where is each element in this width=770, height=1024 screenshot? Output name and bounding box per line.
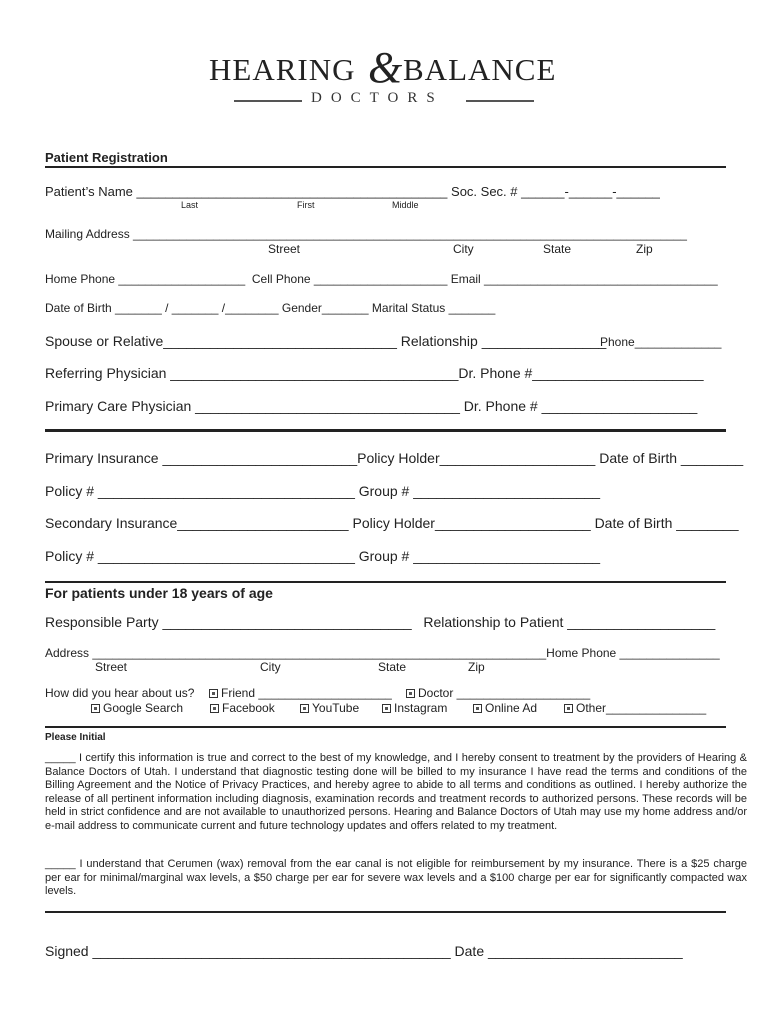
logo-rule-right: [466, 100, 534, 102]
option-online-ad[interactable]: [473, 701, 537, 715]
checkbox-icon[interactable]: [406, 689, 415, 698]
option-doctor-label: Doctor ____________________: [418, 686, 591, 700]
minors-section-title: For patients under 18 years of age: [45, 585, 273, 601]
patient-name-field[interactable]: Patient’s Name ___________________________________________ Soc. Sec. # ______-______-______: [45, 184, 660, 199]
mailing-address-field[interactable]: Mailing Address ___________________________________________________________________________________: [45, 227, 687, 241]
dob-gender-marital-fields[interactable]: Date of Birth _______ / _______ /________ Gender_______ Marital Status _______: [45, 301, 496, 315]
consent-paragraph: _____ I certify this information is true and correct to the best of my knowledge, and I hereby consent to treatment by the providers of Hearing & Balance Doctors of Utah. I understand that diagnostic testing done will be billed to my insurance I have read the terms and conditions of the Billing Agreement and the Notice of Privacy Practices, and hereby agree to abide to all terms and conditions as outlined. I hereby authorize the release of all pertinent information including diagnosis, examination records and treatment records to authorized persons. These records will be held in strict confidence and are not available to unauthorized persons. Hearing and Balance Doctors of Utah may use my home address and/or e-mail address to communicate current and future technology updates and offers related to my treatment.: [45, 752, 747, 832]
name-middle-label: Middle: [392, 200, 419, 210]
checkbox-icon[interactable]: [209, 689, 218, 698]
referring-physician-field[interactable]: Referring Physician _____________________________________Dr. Phone #______________________: [45, 365, 704, 381]
spouse-phone-field[interactable]: Phone_____________: [600, 335, 722, 349]
addr2-state-label: State: [378, 660, 407, 674]
checkbox-icon[interactable]: [91, 704, 100, 713]
option-friend-label: Friend ____________________: [221, 686, 392, 700]
primary-policy-field[interactable]: Policy # _________________________________ Group # ________________________: [45, 483, 601, 499]
name-last-label: Last: [181, 200, 199, 210]
addr-zip-label: Zip: [636, 242, 653, 256]
responsible-party-field[interactable]: Responsible Party ________________________________ Relationship to Patient ___________________: [45, 614, 716, 630]
title-divider: [45, 166, 726, 168]
logo-ampersand: &: [368, 43, 403, 92]
cerumen-paragraph: _____ I understand that Cerumen (wax) removal from the ear canal is not eligible for reimbursement by my insurance. There is a $25 charge per ear for minimal/marginal wax levels, a $50 charge per ear for severe wax levels and a $100 charge per ear for significantly compacted wax levels.: [45, 858, 747, 897]
checkbox-icon[interactable]: [300, 704, 309, 713]
please-initial-label: Please Initial: [45, 732, 106, 743]
section-divider-consent: [45, 726, 726, 728]
addr-state-label: State: [543, 242, 572, 256]
option-instagram-label: Instagram: [394, 701, 448, 715]
logo-word-doctors: DOCTORS: [311, 90, 444, 106]
option-friend[interactable]: [209, 686, 392, 700]
option-facebook[interactable]: [210, 701, 275, 715]
checkbox-icon[interactable]: [564, 704, 573, 713]
logo-word-balance: BALANCE: [403, 52, 557, 87]
checkbox-icon[interactable]: [382, 704, 391, 713]
referral-source-question: How did you hear about us?: [45, 686, 195, 700]
secondary-policy-field[interactable]: Policy # _________________________________ Group # ________________________: [45, 548, 601, 564]
name-first-label: First: [297, 200, 315, 210]
section-divider-signature: [45, 911, 726, 913]
option-google-search[interactable]: [91, 701, 183, 715]
addr2-street-label: Street: [95, 660, 128, 674]
option-youtube-label: YouTube: [312, 701, 360, 715]
option-doctor[interactable]: [406, 686, 590, 700]
primary-insurance-field[interactable]: Primary Insurance _________________________Policy Holder____________________ Date of Birth ________: [45, 450, 744, 466]
option-other[interactable]: [564, 701, 706, 715]
section-divider-insurance: [45, 429, 726, 432]
addr2-zip-label: Zip: [468, 660, 485, 674]
logo-word-hearing: HEARING: [209, 52, 356, 87]
checkbox-icon[interactable]: [210, 704, 219, 713]
option-google-label: Google Search: [103, 701, 184, 715]
phone-email-fields[interactable]: Home Phone ___________________ Cell Phone ____________________ Email ___________________________________: [45, 272, 718, 286]
secondary-insurance-field[interactable]: Secondary Insurance______________________ Policy Holder____________________ Date of Birth ________: [45, 515, 739, 531]
checkbox-icon[interactable]: [473, 704, 482, 713]
addr-street-label: Street: [268, 242, 301, 256]
option-facebook-label: Facebook: [222, 701, 275, 715]
form-title: Patient Registration: [45, 150, 168, 165]
option-online-ad-label: Online Ad: [485, 701, 538, 715]
option-instagram[interactable]: [382, 701, 447, 715]
logo-rule-left: [234, 100, 302, 102]
option-other-label: Other_______________: [576, 701, 707, 715]
signature-date-field[interactable]: Signed ______________________________________________ Date _________________________: [45, 943, 683, 959]
guardian-address-field[interactable]: Address ____________________________________________________________________Home Phone _______________: [45, 646, 720, 660]
primary-care-physician-field[interactable]: Primary Care Physician __________________________________ Dr. Phone # ____________________: [45, 398, 698, 414]
addr-city-label: City: [453, 242, 474, 256]
addr2-city-label: City: [260, 660, 281, 674]
option-youtube[interactable]: [300, 701, 359, 715]
spouse-relationship-field[interactable]: Spouse or Relative______________________________ Relationship ________________: [45, 333, 607, 349]
section-divider-minors: [45, 581, 726, 583]
